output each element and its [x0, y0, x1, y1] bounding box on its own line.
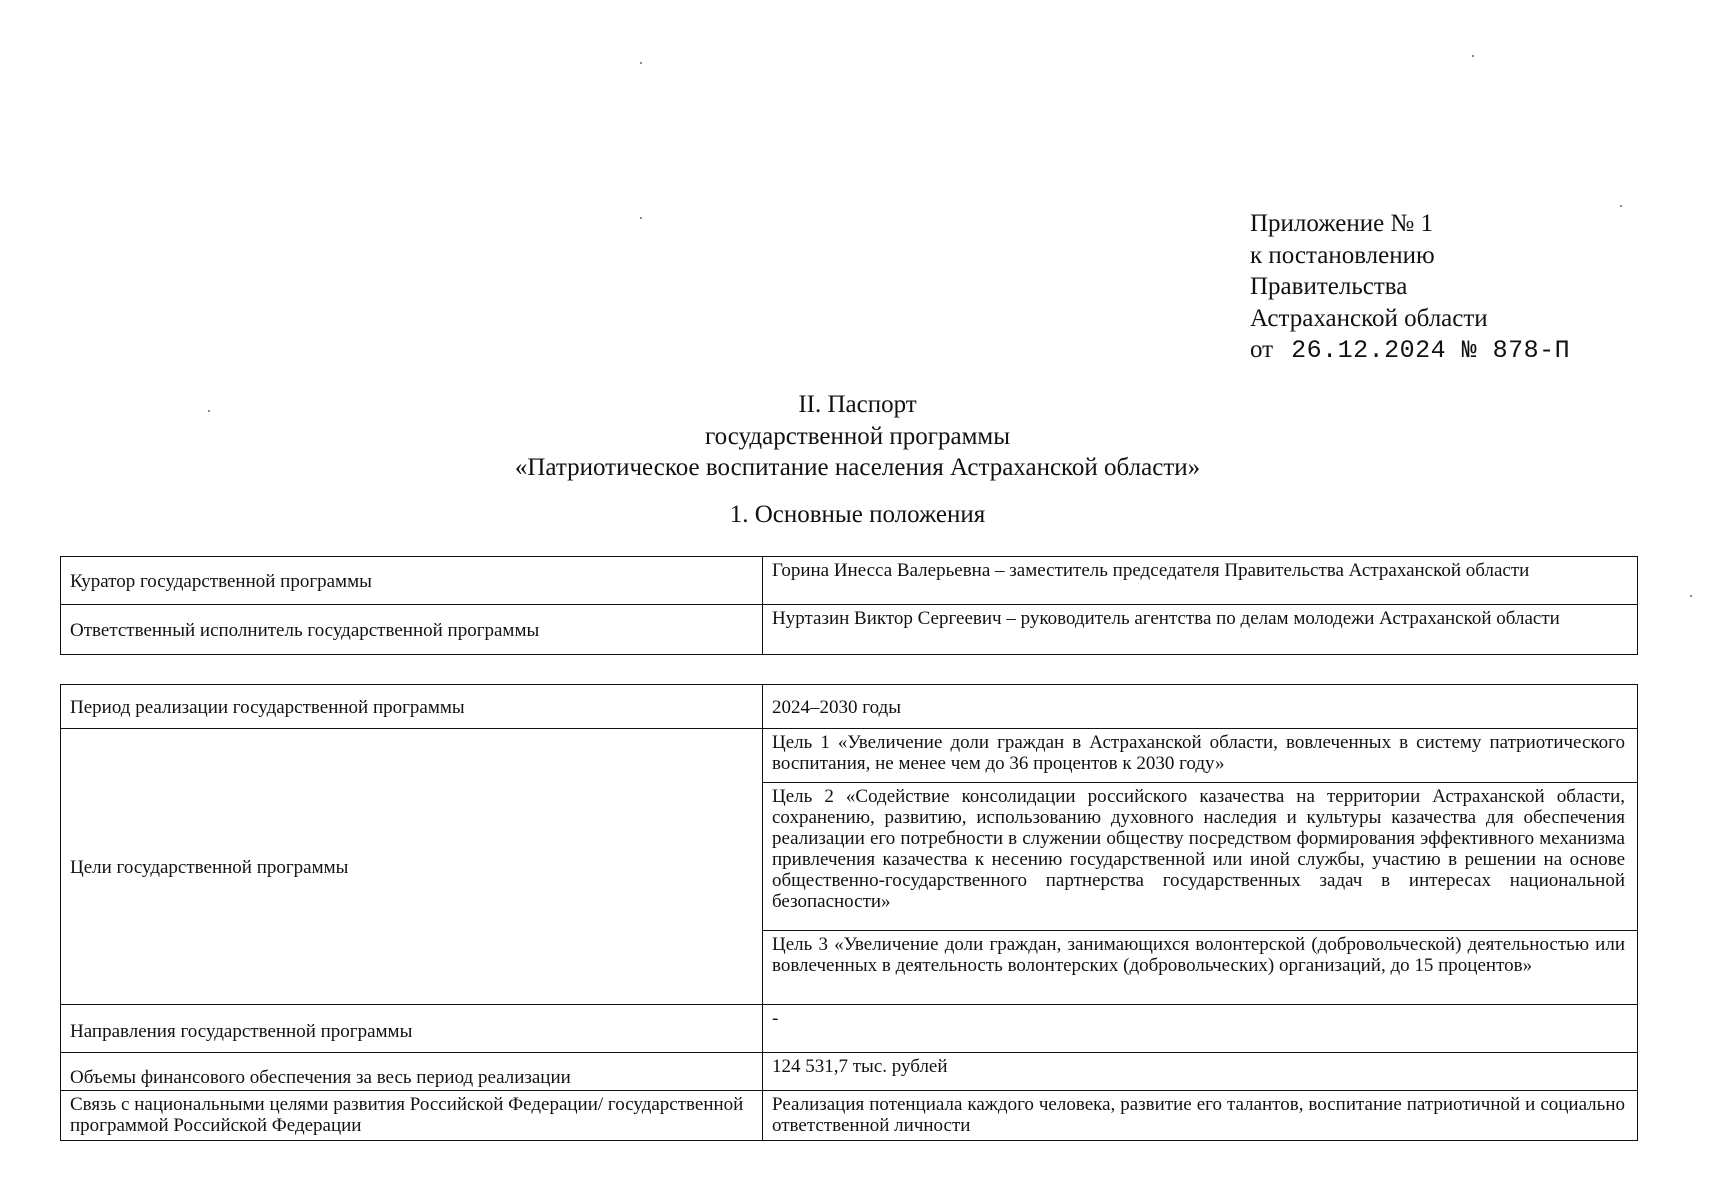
table-row: [61, 1005, 1638, 1053]
link-label: Связь с национальными целями развития Российской Федерации/ государственной программой Российской Федерации: [61, 1091, 763, 1141]
row-value: Нуртазин Виктор Сергеевич – руководитель агентства по делам молодежи Астраханской области: [763, 605, 1638, 655]
table-row: [61, 1091, 1638, 1141]
goals-label: Цели государственной программы: [61, 729, 763, 1005]
table-row: [61, 557, 1638, 605]
scan-speck: [640, 217, 642, 219]
funding-value: 124 531,7 тыс. рублей: [763, 1053, 1638, 1091]
title-line-3: «Патриотическое воспитание населения Астраханской области»: [514, 454, 1201, 481]
directions-value: -: [763, 1005, 1638, 1053]
row-label: Куратор государственной программы: [61, 557, 763, 605]
goal-3: Цель 3 «Увеличение доли граждан, занимающихся волонтерской (добровольческой) деятельностью или вовлеченных в деятельность волонтерских (добровольческих) организаций, до 15 процентов»: [763, 931, 1638, 1005]
period-label: Период реализации государственной программы: [61, 685, 763, 729]
table-row: [61, 729, 1638, 783]
document-title: [0, 389, 1715, 484]
table-row: [61, 605, 1638, 655]
section-title: 1. Основные положения: [729, 501, 986, 528]
row-label: Ответственный исполнитель государственной программы: [61, 605, 763, 655]
appendix-line-1: Приложение № 1: [1250, 210, 1434, 237]
goal-1: Цель 1 «Увеличение доли граждан в Астраханской области, вовлеченных в систему патриотического воспитания, не менее чем до 36 процентов к 2030 году»: [763, 729, 1638, 783]
date-prefix: от: [1250, 336, 1274, 363]
scan-speck: [1472, 55, 1474, 57]
period-value: 2024–2030 годы: [763, 685, 1638, 729]
funding-label: Объемы финансового обеспечения за весь период реализации: [61, 1053, 763, 1091]
title-line-1: II. Паспорт: [798, 391, 917, 418]
table-curators: [60, 556, 1638, 655]
goal-2: Цель 2 «Содействие консолидации российского казачества на территории Астраханской области, сохранению, развитию, использованию духовного наследия и культуры казачества для обеспечения реализации его потребности в служении обществу посредством формирования эффективного механизма привлечения казачества к несению государственной или иной службы, участию в решении на основе общественно-государственного партнерства государственных задач в интересах национальной безопасности»: [763, 783, 1638, 931]
scan-speck: [1620, 205, 1622, 207]
table-main-provisions: [60, 684, 1638, 1141]
appendix-date: [1250, 334, 1570, 367]
appendix-line-3: Правительства: [1250, 273, 1408, 300]
scan-speck: [1690, 595, 1692, 597]
scan-speck: [640, 62, 642, 64]
scan-speck: [208, 410, 210, 412]
appendix-line-4: Астраханской области: [1250, 304, 1488, 332]
title-line-2: государственной программы: [704, 422, 1011, 450]
table-row: [61, 1053, 1638, 1091]
date-number: 26.12.2024 № 878-П: [1291, 336, 1571, 365]
directions-label: Направления государственной программы: [61, 1005, 763, 1053]
appendix-line-2: к постановлению: [1250, 241, 1435, 269]
table-row: [61, 685, 1638, 729]
row-value: Горина Инесса Валерьевна – заместитель председателя Правительства Астраханской области: [763, 557, 1638, 605]
link-value: Реализация потенциала каждого человека, развитие его талантов, воспитание патриотичной и социально ответственной личности: [763, 1091, 1638, 1141]
appendix-block: [1250, 208, 1570, 367]
